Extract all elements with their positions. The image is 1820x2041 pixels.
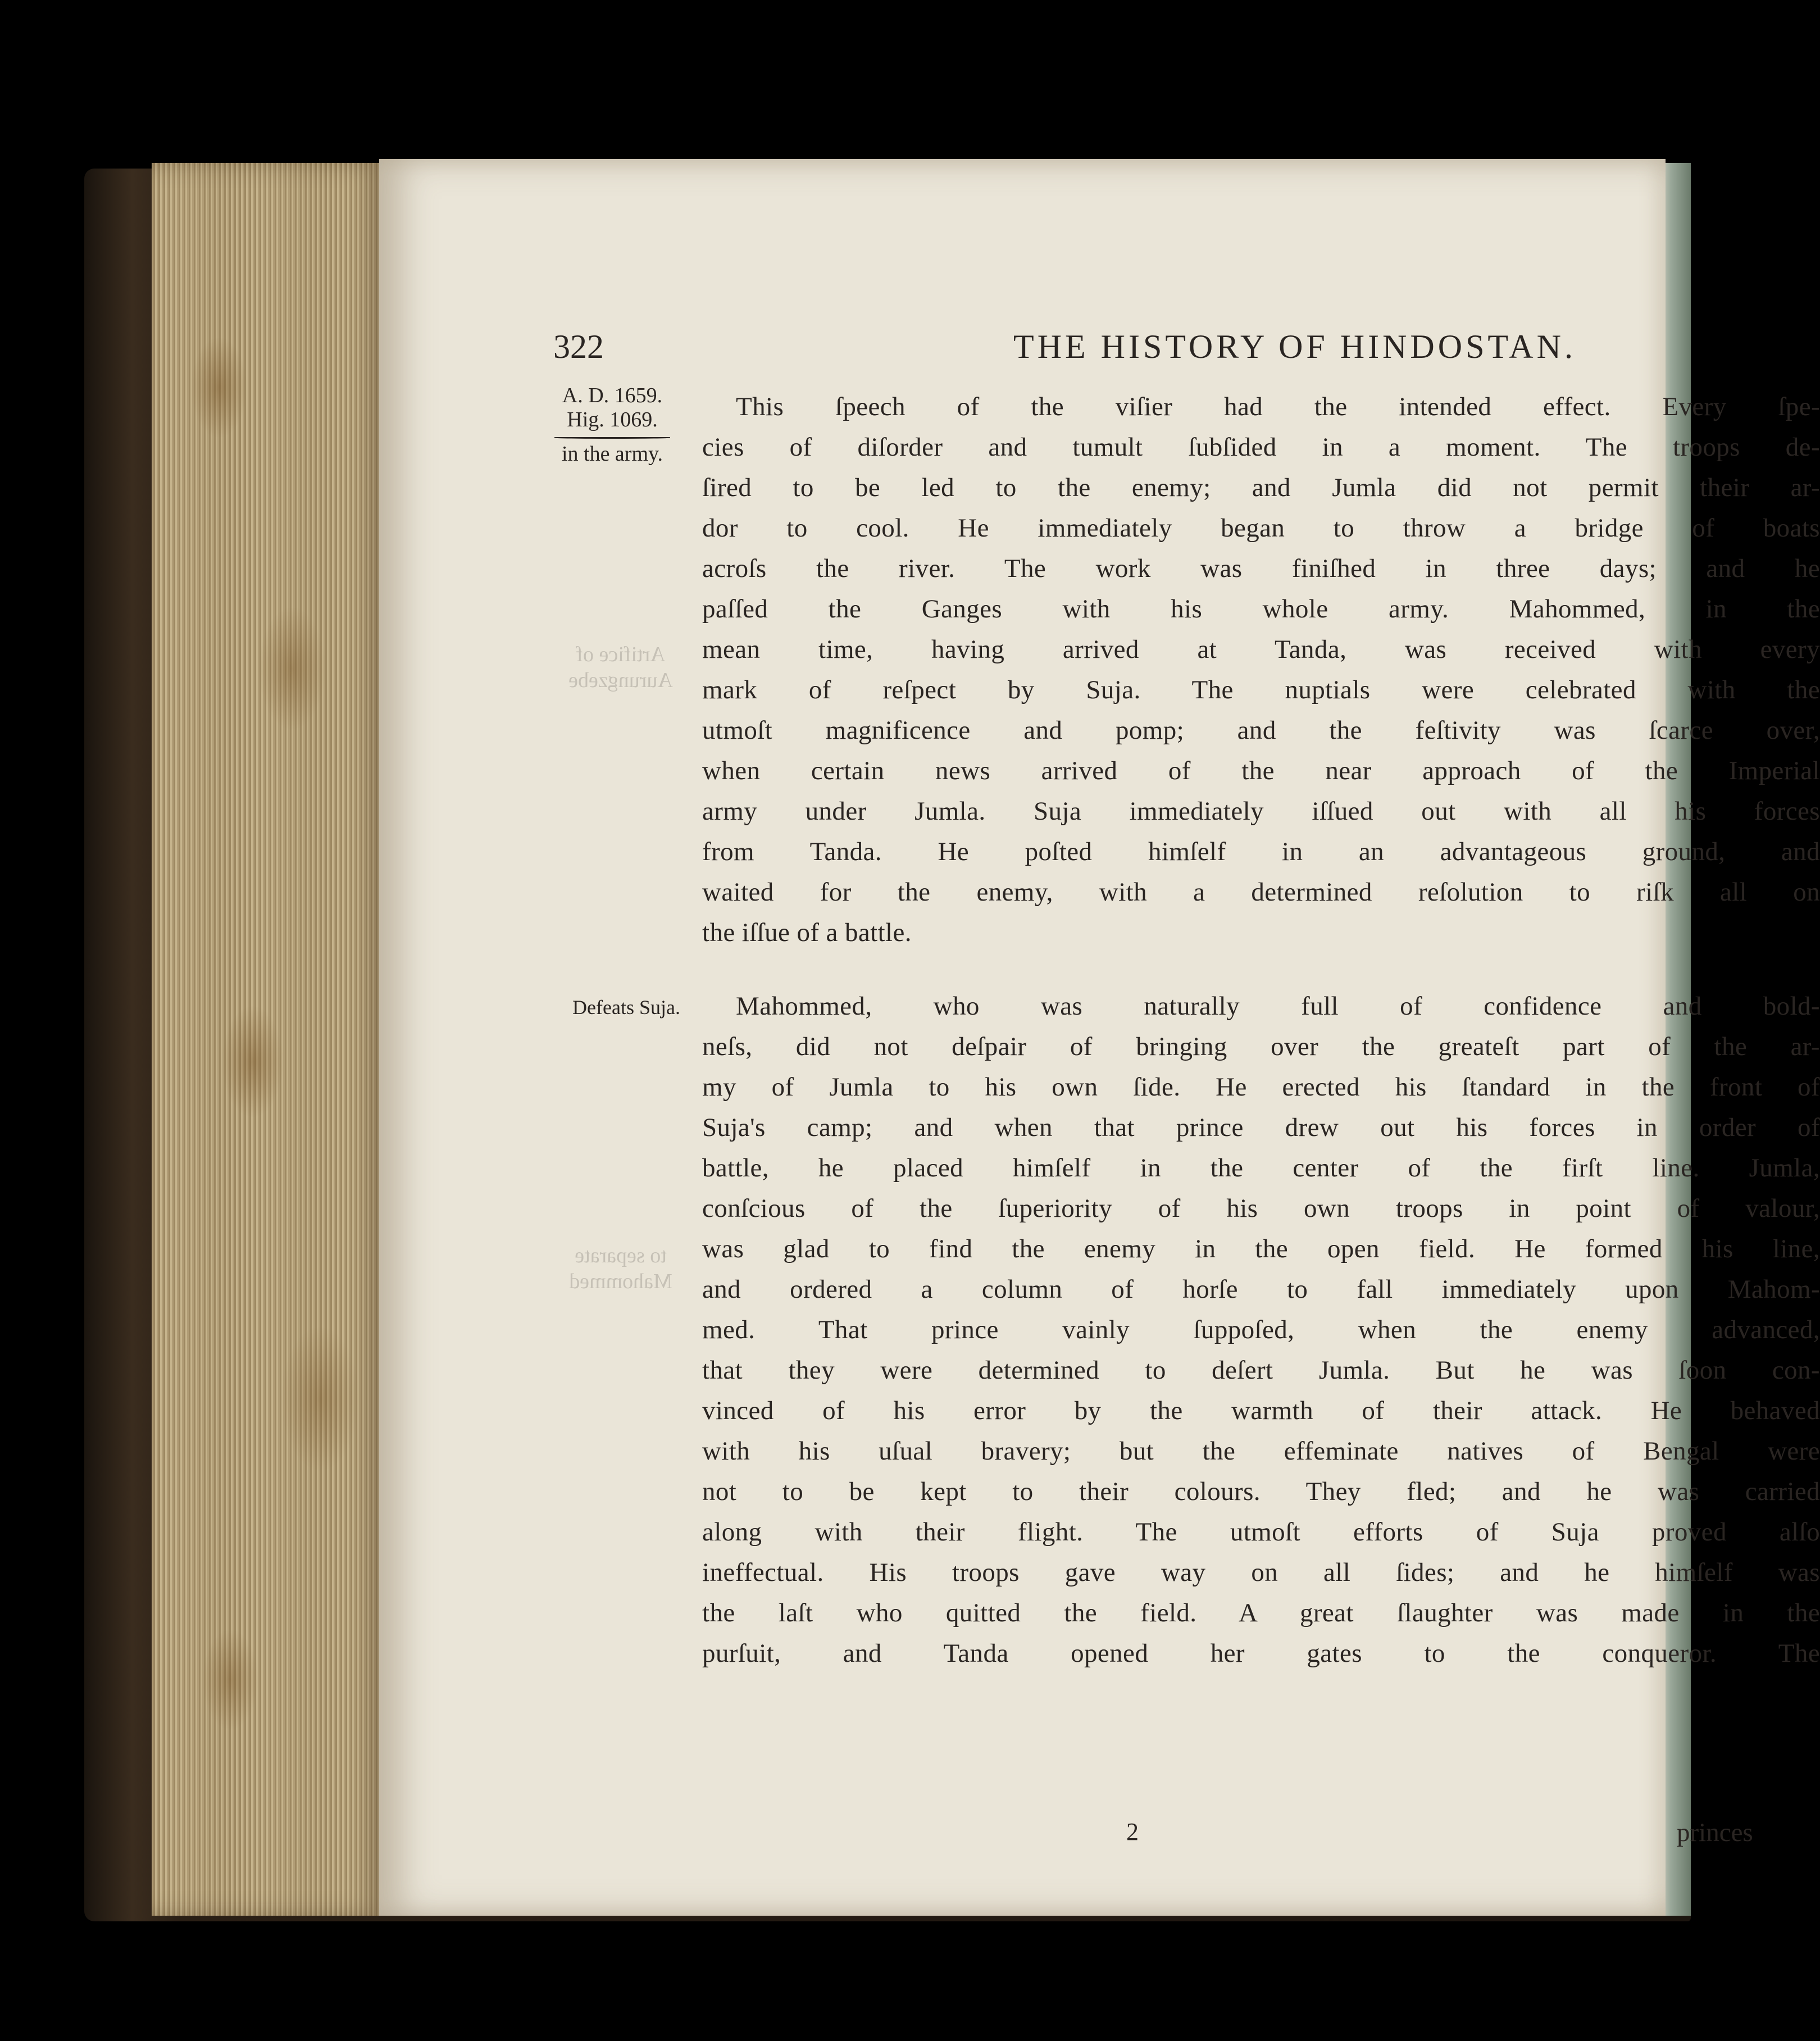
- text-line: mark of reſpect by Suja. The nuptials were celebrated with the: [702, 675, 1820, 704]
- show-through-note-b: to separate Mahommed: [569, 1244, 672, 1293]
- book-page: [379, 159, 1820, 1916]
- paragraph-2: [702, 986, 1820, 1674]
- text-line: was glad to find the enemy in the open field. He formed his line,: [702, 1234, 1820, 1263]
- text-line: Mahommed, who was naturally full of confidence and bold-: [736, 992, 1820, 1021]
- show-through-note-a: Artifice of Aurungzebe: [568, 643, 673, 692]
- text-line: along with their flight. The utmoſt efforts of Suja proved alſo: [702, 1517, 1820, 1547]
- date-line-ad: A. D. 1659.: [562, 384, 663, 407]
- text-line: acroſs the river. The work was finiſhed in three days; and he: [702, 554, 1820, 583]
- text-line: paſſed the Ganges with his whole army. Mahommed, in the: [702, 594, 1820, 624]
- text-line: from Tanda. He poſted himſelf in an advantageous ground, and: [702, 837, 1820, 866]
- text-line: and ordered a column of horſe to fall immediately upon Mahom-: [702, 1275, 1820, 1304]
- text-line: ineffectual. His troops gave way on all ſides; and he himſelf was: [702, 1558, 1820, 1587]
- text-line: This ſpeech of the viſier had the intended effect. Every ſpe-: [736, 392, 1820, 421]
- text-line: mean time, having arrived at Tanda, was received with every: [702, 635, 1820, 664]
- text-line: dor to cool. He immediately began to throw a bridge of boats: [702, 513, 1820, 543]
- text-line: that they were determined to deſert Jumla. But he was ſoon con-: [702, 1356, 1820, 1385]
- running-head: THE HISTORY OF HINDOSTAN.: [1013, 328, 1576, 365]
- text-line: when certain news arrived of the near approach of the Imperial: [702, 756, 1820, 785]
- margin-date-note: [548, 384, 677, 466]
- text-line: battle, he placed himſelf in the center of the firſt line. Jumla,: [702, 1153, 1820, 1183]
- text-line: Suja's camp; and when that prince drew out his forces in order of: [702, 1113, 1820, 1142]
- text-line: neſs, did not deſpair of bringing over the greateſt part of the ar-: [702, 1032, 1820, 1061]
- paragraph-1: [702, 387, 1820, 953]
- margin-note-army: in the army.: [561, 442, 663, 466]
- text-line: the iſſue of a battle.: [702, 918, 912, 947]
- text-line: with his uſual bravery; but the effeminate natives of Bengal were: [702, 1437, 1820, 1466]
- date-line-hig: Hig. 1069.: [567, 407, 658, 431]
- text-line: army under Jumla. Suja immediately iſſued out with all his forces: [702, 797, 1820, 826]
- text-line: med. That prince vainly ſuppoſed, when the enemy advanced,: [702, 1315, 1820, 1344]
- text-line: conſcious of the ſuperiority of his own troops in point of valour,: [702, 1194, 1820, 1223]
- text-line: cies of diſorder and tumult ſubſided in a moment. The troops de-: [702, 433, 1820, 462]
- margin-note-defeats-suja: Defeats Suja.: [572, 996, 680, 1019]
- text-line: waited for the enemy, with a determined reſolution to riſk all on: [702, 878, 1820, 907]
- text-line: utmoſt magnificence and pomp; and the feſtivity was ſcarce over,: [702, 716, 1820, 745]
- text-line: my of Jumla to his own ſide. He erected his ſtandard in the front of: [702, 1072, 1820, 1102]
- signature-mark: 2: [1126, 1818, 1139, 1845]
- page-number: 322: [553, 328, 604, 365]
- brace-rule: [554, 437, 670, 439]
- page-edges: [152, 163, 388, 1916]
- text-line: vinced of his error by the warmth of their attack. He behaved: [702, 1396, 1820, 1425]
- catchword: princes: [1677, 1818, 1753, 1847]
- text-line: the laſt who quitted the field. A great ſlaughter was made in the: [702, 1598, 1820, 1628]
- text-line: ſired to be led to the enemy; and Jumla did not permit their ar-: [702, 473, 1820, 502]
- text-line: purſuit, and Tanda opened her gates to the conqueror. The: [702, 1639, 1820, 1668]
- text-line: not to be kept to their colours. They fled; and he was carried: [702, 1477, 1820, 1506]
